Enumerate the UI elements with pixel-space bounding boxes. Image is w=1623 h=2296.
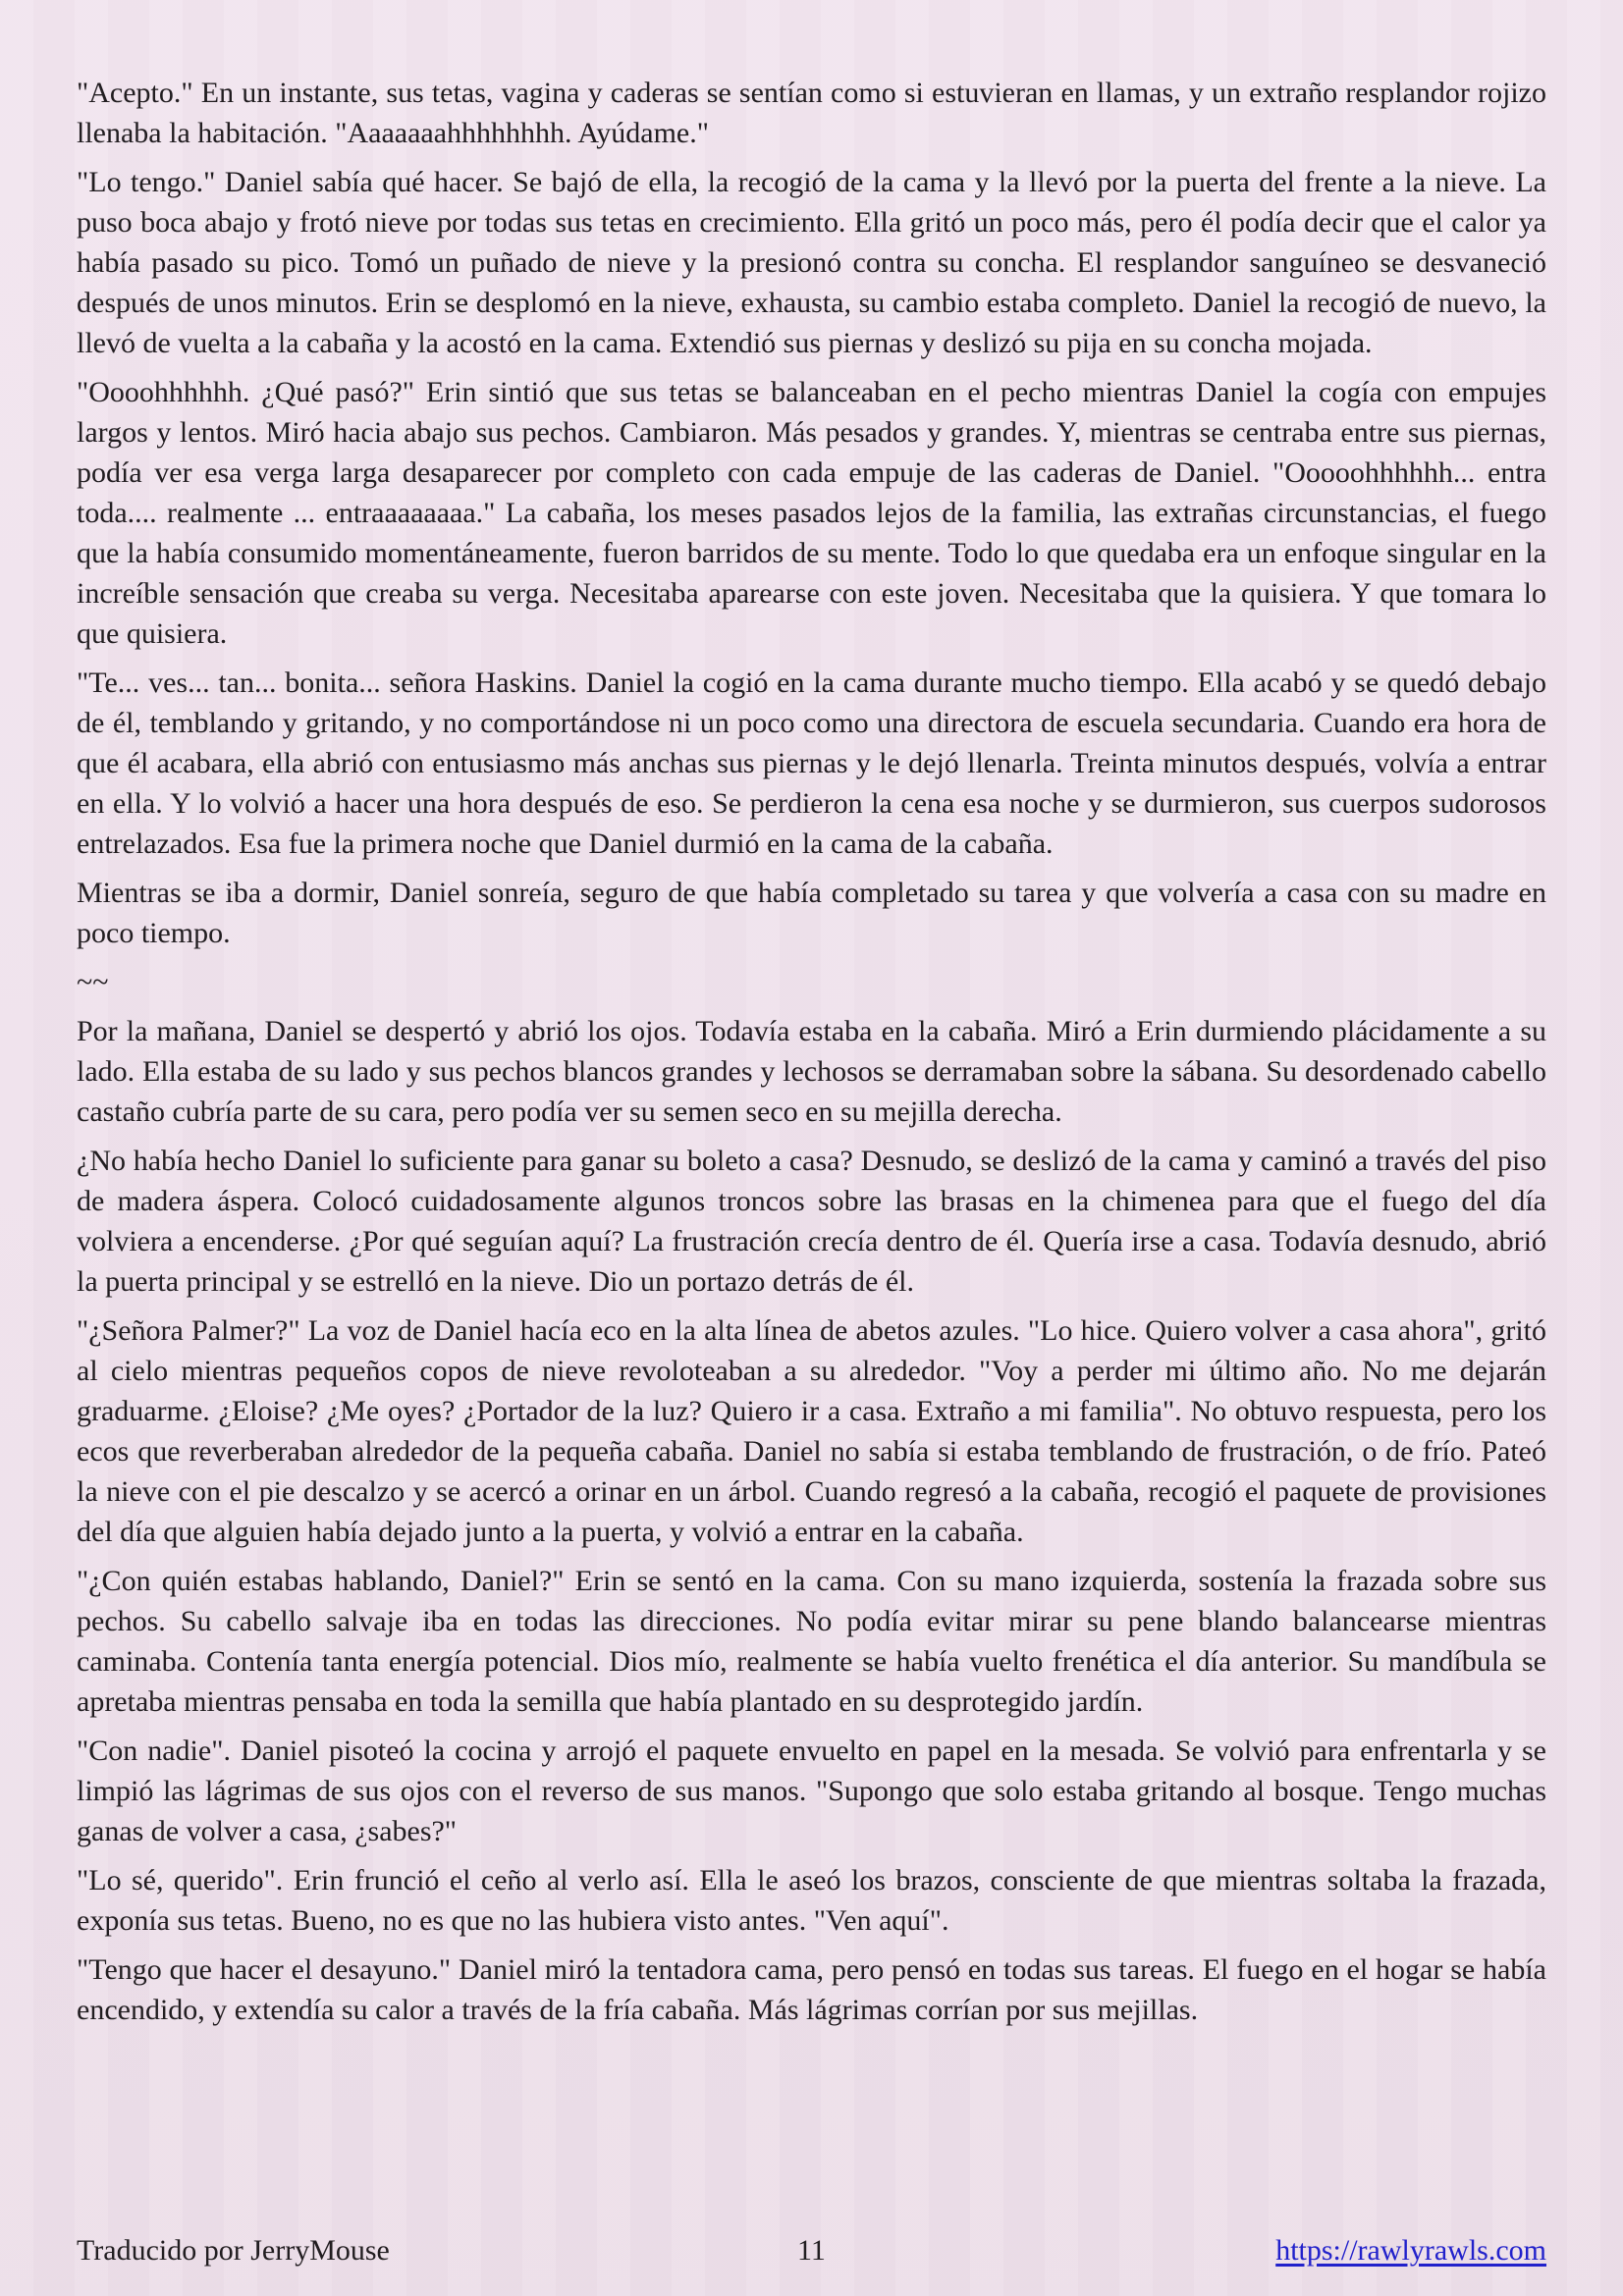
- story-paragraph: "Lo tengo." Daniel sabía qué hacer. Se bajó de ella, la recogió de la cama y la llevó por la puerta del frente a la nieve. La puso boca abajo y frotó nieve por todas sus tetas en crecimiento. Ella gritó un poco más, pero él podía decir que el calor ya había pasado su pico. Tomó un puñado de nieve y la presionó contra su concha. El resplandor sanguíneo se desvaneció después de unos minutos. Erin se desplomó en la nieve, exhausta, su cambio estaba completo. Daniel la recogió de nuevo, la llevó de vuelta a la cabaña y la acostó en la cama. Extendió sus piernas y deslizó su pija en su concha mojada.: [77, 166, 1546, 359]
- story-paragraph: "¿Señora Palmer?" La voz de Daniel hacía eco en la alta línea de abetos azules. "Lo hice. Quiero volver a casa ahora", gritó al cielo mientras pequeños copos de nieve revoloteaban a su alrededor. "Voy a perder mi último año. No me dejarán graduarme. ¿Eloise? ¿Me oyes? ¿Portador de la luz? Quiero ir a casa. Extraño a mi familia". No obtuvo respuesta, pero los ecos que reverberaban alrededor de la pequeña cabaña. Daniel no sabía si estaba temblando de frustración, o de frío. Pateó la nieve con el pie descalzo y se acercó a orinar en un árbol. Cuando regresó a la cabaña, recogió el paquete de provisiones del día que alguien había dejado junto a la puerta, y volvió a entrar en la cabaña.: [77, 1314, 1546, 1548]
- story-paragraph: "Te... ves... tan... bonita... señora Haskins. Daniel la cogió en la cama durante mucho tiempo. Ella acabó y se quedó debajo de él, temblando y gritando, y no comportándose ni un poco como una directora de escuela secundaria. Cuando era hora de que él acabara, ella abrió con entusiasmo más anchas sus piernas y le dejó llenarla. Treinta minutos después, volvía a entrar en ella. Y lo volvió a hacer una hora después de eso. Se perdieron la cena esa noche y se durmieron, sus cuerpos sudorosos entrelazados. Esa fue la primera noche que Daniel durmió en la cama de la cabaña.: [77, 667, 1546, 860]
- story-paragraph: "Lo sé, querido". Erin frunció el ceño al verlo así. Ella le aseó los brazos, consciente de que mientras soltaba la frazada, exponía sus tetas. Bueno, no es que no las hubiera visto antes. "Ven aquí".: [77, 1864, 1546, 1937]
- page-footer: [77, 2233, 1546, 2269]
- story-paragraph: "Acepto." En un instante, sus tetas, vagina y caderas se sentían como si estuvieran en llamas, y un extraño resplandor rojizo llenaba la habitación. "Aaaaaaahhhhhhhh. Ayúdame.": [77, 77, 1546, 149]
- story-paragraph: "¿Con quién estabas hablando, Daniel?" Erin se sentó en la cama. Con su mano izquierda, sostenía la frazada sobre sus pechos. Su cabello salvaje iba en todas las direcciones. No podía evitar mirar su pene blando balancearse mientras caminaba. Contenía tanta energía potencial. Dios mío, realmente se había vuelto frenética el día anterior. Su mandíbula se apretaba mientras pensaba en toda la semilla que había plantado en su desprotegido jardín.: [77, 1565, 1546, 1718]
- story-paragraph: Por la mañana, Daniel se despertó y abrió los ojos. Todavía estaba en la cabaña. Miró a Erin durmiendo plácidamente a su lado. Ella estaba de su lado y sus pechos blancos grandes y lechosos se derramaban sobre la sábana. Su desordenado cabello castaño cubría parte de su cara, pero podía ver su semen seco en su mejilla derecha.: [77, 1015, 1546, 1128]
- story-paragraph: "Oooohhhhhh. ¿Qué pasó?" Erin sintió que sus tetas se balanceaban en el pecho mientras Daniel la cogía con empujes largos y lentos. Miró hacia abajo sus pechos. Cambiaron. Más pesados y grandes. Y, mientras se centraba entre sus piernas, podía ver esa verga larga desaparecer por completo con cada empuje de las caderas de Daniel. "Ooooohhhhhh... entra toda.... realmente ... entraaaaaaaa." La cabaña, los meses pasados lejos de la familia, las extrañas circunstancias, el fuego que la había consumido momentáneamente, fueron barridos de su mente. Todo lo que quedaba era un enfoque singular en la increíble sensación que creaba su verga. Necesitaba aparearse con este joven. Necesitaba que la quisiera. Y que tomara lo que quisiera.: [77, 376, 1546, 650]
- story-text: [77, 73, 1546, 2039]
- page-number: 11: [797, 2234, 826, 2267]
- website-link[interactable]: https://rawlyrawls.com: [1275, 2234, 1546, 2267]
- story-paragraph: Mientras se iba a dormir, Daniel sonreía, seguro de que había completado su tarea y que volvería a casa con su madre en poco tiempo.: [77, 877, 1546, 949]
- section-separator: ~~: [77, 966, 109, 998]
- translator-credit: Traducido por JerryMouse: [77, 2234, 390, 2267]
- story-paragraph: ¿No había hecho Daniel lo suficiente para ganar su boleto a casa? Desnudo, se deslizó de la cama y caminó a través del piso de madera áspera. Colocó cuidadosamente algunos troncos sobre las brasas en la chimenea para que el fuego del día volviera a encenderse. ¿Por qué seguían aquí? La frustración crecía dentro de él. Quería irse a casa. Todavía desnudo, abrió la puerta principal y se estrelló en la nieve. Dio un portazo detrás de él.: [77, 1145, 1546, 1298]
- story-paragraph: "Tengo que hacer el desayuno." Daniel miró la tentadora cama, pero pensó en todas sus tareas. El fuego en el hogar se había encendido, y extendía su calor a través de la fría cabaña. Más lágrimas corrían por sus mejillas.: [77, 1953, 1546, 2026]
- story-paragraph: "Con nadie". Daniel pisoteó la cocina y arrojó el paquete envuelto en papel en la mesada. Se volvió para enfrentarla y se limpió las lágrimas de sus ojos con el reverso de sus manos. "Supongo que solo estaba gritando al bosque. Tengo muchas ganas de volver a casa, ¿sabes?": [77, 1735, 1546, 1847]
